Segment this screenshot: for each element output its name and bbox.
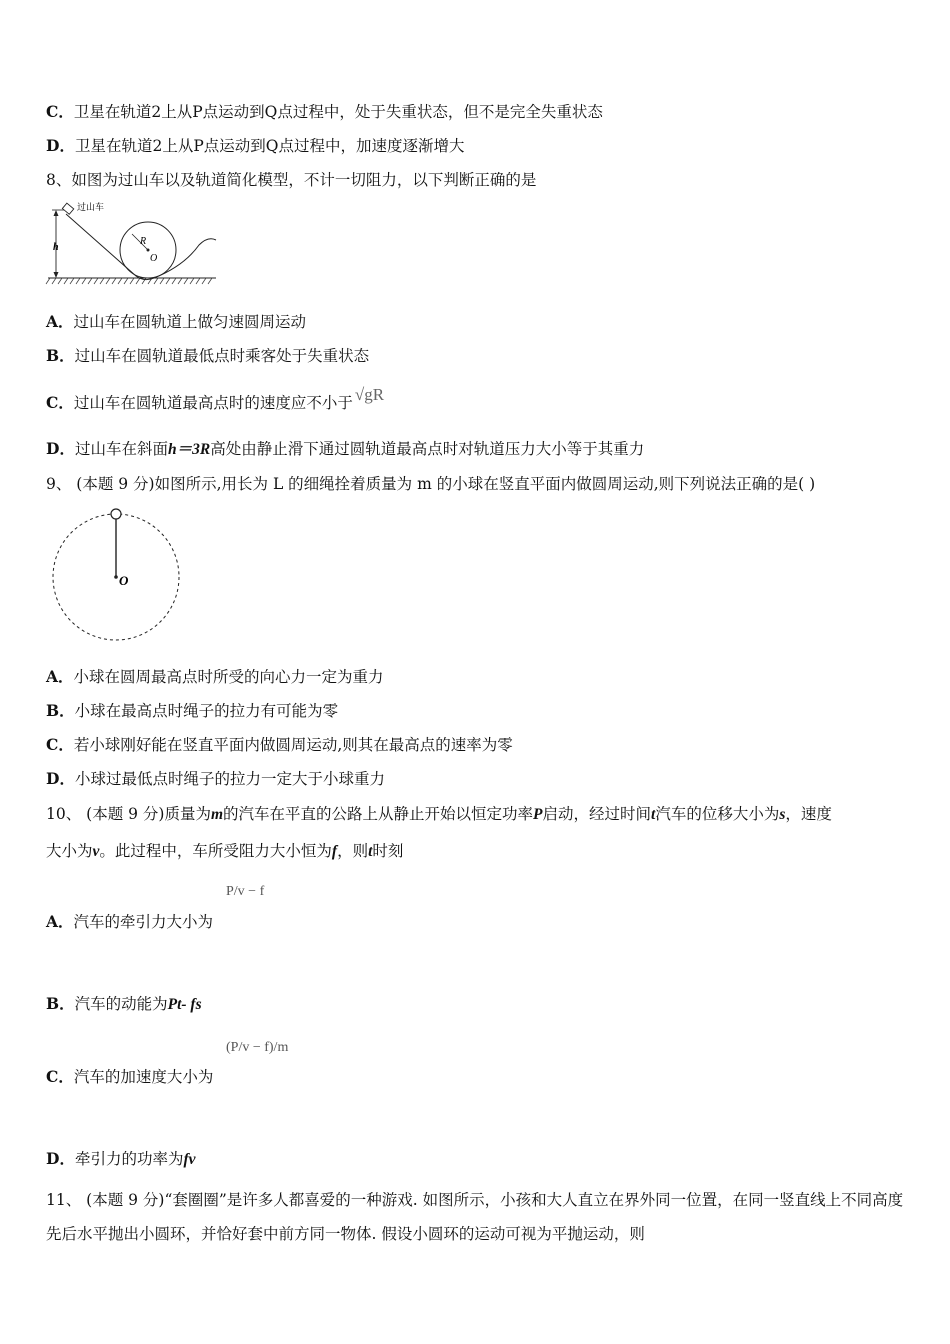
option-label: D．: [46, 439, 75, 458]
option-text: 高处由静止滑下通过圆轨道最高点时对轨道压力大小等于其重力: [210, 440, 645, 458]
sqrt-gR-formula: √gR: [354, 385, 385, 404]
O-label: O: [150, 253, 158, 264]
q10-option-d: [46, 1149, 196, 1170]
coaster-car: [62, 203, 73, 214]
option-label: A．: [46, 667, 74, 686]
var-v: v: [92, 843, 100, 860]
q8-option-a: [46, 312, 306, 332]
O-label: O: [119, 573, 129, 588]
var-t: t: [651, 806, 656, 823]
Pt-fs-formula: Pt- fs: [167, 996, 202, 1013]
q8-stem: 8、如图为过山车以及轨道简化模型，不计一切阻力，以下判断正确的是: [46, 171, 537, 189]
option-text: 牵引力的功率为: [74, 1150, 184, 1168]
option-label: C．: [46, 102, 74, 121]
q10-a-formula: P/v − f: [226, 884, 265, 899]
exit-track: [154, 239, 216, 278]
option-text: 过山车在圆轨道最高点时的速度应不小于: [73, 394, 353, 412]
option-text: 汽车的动能为: [74, 995, 168, 1013]
q7-option-c: [46, 102, 603, 122]
option-label: B．: [46, 994, 75, 1013]
q8-option-d: [46, 439, 644, 460]
q10-stem-line2: [46, 841, 403, 862]
stem-text: 大小为: [46, 842, 93, 860]
q9-option-a: [46, 667, 384, 687]
q9-stem: 9、 (本题 9 分)如图所示,用长为 L 的细绳拴着质量为 m 的小球在竖直平面内做圆周运动,则下列说法正确的是( ): [46, 475, 816, 493]
R-label: R: [140, 236, 147, 247]
h-eq-3R: h＝3R: [167, 441, 211, 458]
option-text: 小球在圆周最高点时所受的向心力一定为重力: [73, 668, 384, 686]
option-label: B．: [46, 701, 75, 720]
q10-option-a: [46, 912, 213, 932]
option-label: D．: [46, 136, 75, 155]
q11-stem: 11、 (本题 9 分)“套圈圈”是许多人都喜爱的一种游戏. 如图所示，小孩和大人直立在界外同一位置，在同一竖直线上不同高度先后水平抛出小圆环，并恰好套中前方同一物体. 假设小圆环的运动可视为平抛运动，则: [46, 1191, 904, 1243]
stem-text: 。此过程中，车所受阻力大小恒为: [99, 842, 332, 860]
option-text: 过山车在斜面: [74, 440, 168, 458]
q9-option-c: [46, 735, 513, 755]
stem-text: 启动，经过时间: [542, 805, 652, 823]
h-label: h: [53, 242, 59, 253]
option-text: 卫星在轨道2上从P点运动到Q点过程中，加速度逐渐增大: [74, 137, 465, 155]
circular-motion-figure: [48, 505, 188, 645]
var-f: f: [331, 843, 338, 860]
var-s: s: [779, 806, 786, 823]
option-label: B．: [46, 346, 75, 365]
var-t: t: [368, 843, 373, 860]
q8-option-c: [46, 385, 385, 413]
option-label: D．: [46, 1149, 75, 1168]
q10-c-formula: (P/v − f)/m: [226, 1040, 289, 1055]
option-text: 若小球刚好能在竖直平面内做圆周运动,则其在最高点的速率为零: [73, 736, 513, 754]
stem-text: 的汽车在平直的公路上从静止开始以恒定功率: [223, 805, 534, 823]
option-label: A．: [46, 912, 74, 931]
option-label: C．: [46, 393, 74, 412]
q9-option-d: [46, 769, 385, 789]
option-text: 过山车在圆轨道最低点时乘客处于失重状态: [74, 347, 370, 365]
ground-hatch: [46, 278, 212, 284]
option-label: D．: [46, 769, 75, 788]
center-point: [114, 575, 118, 579]
q9-option-b: [46, 701, 338, 721]
option-label: A．: [46, 312, 74, 331]
q7-option-d: [46, 136, 464, 156]
ball: [111, 509, 121, 519]
option-text: 小球在最高点时绳子的拉力有可能为零: [74, 702, 339, 720]
option-text: 过山车在圆轨道上做匀速圆周运动: [73, 313, 307, 331]
roller-coaster-figure: [44, 200, 220, 286]
option-text: 卫星在轨道2上从P点运动到Q点过程中，处于失重状态，但不是完全失重状态: [73, 103, 603, 121]
var-m: m: [210, 806, 224, 823]
option-text: 小球过最低点时绳子的拉力一定大于小球重力: [74, 770, 385, 788]
stem-text: 10、 (本题 9 分)质量为: [46, 805, 211, 823]
option-label: C．: [46, 735, 74, 754]
q10-stem-line1: [46, 804, 832, 825]
option-text: 汽车的牵引力大小为: [73, 913, 214, 931]
fv-formula: fv: [183, 1151, 196, 1168]
option-text: 汽车的加速度大小为: [73, 1068, 214, 1086]
q8-option-b: [46, 346, 369, 366]
var-P: P: [533, 806, 543, 823]
q10-option-b: [46, 994, 202, 1015]
stem-text: ，速度: [785, 805, 832, 823]
q10-option-c: [46, 1067, 213, 1087]
option-label: C．: [46, 1067, 74, 1086]
car-label: 过山车: [77, 203, 105, 213]
stem-text: ，则: [337, 842, 369, 860]
stem-text: 时刻: [372, 842, 404, 860]
stem-text: 汽车的位移大小为: [655, 805, 780, 823]
